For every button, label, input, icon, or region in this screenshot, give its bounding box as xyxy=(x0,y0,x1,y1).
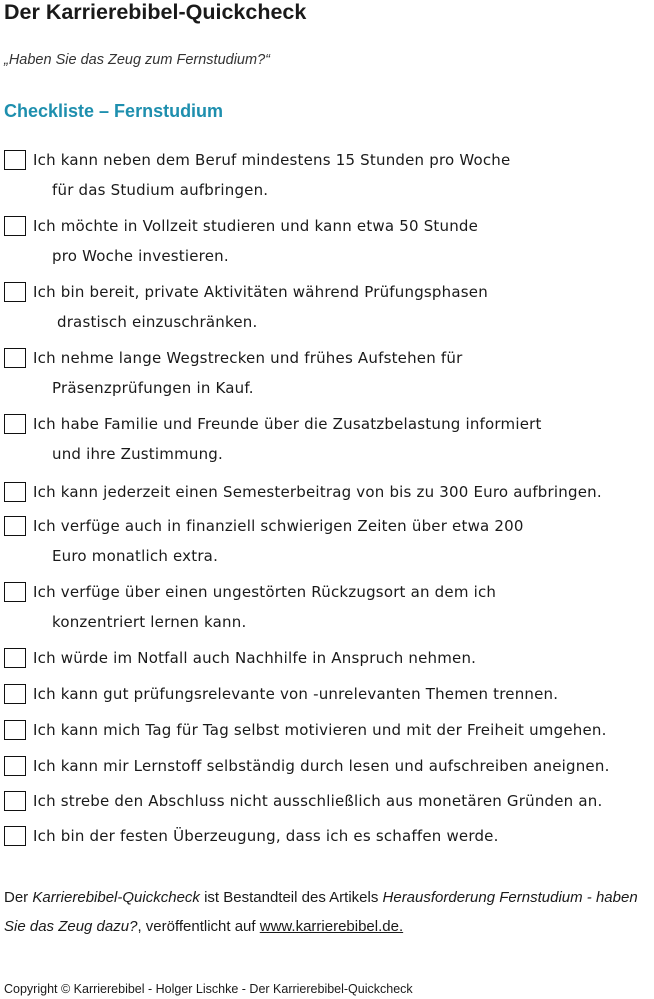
article-title: Herausforderung Fernstudium - haben Sie das Zeug dazu? xyxy=(4,889,638,935)
item-text: Ich kann jederzeit einen Semesterbeitrag von bis zu 300 Euro aufbringen. xyxy=(33,483,602,501)
item-text: Ich verfüge über einen ungestörten Rückzugsort an dem ich xyxy=(33,583,497,601)
section-heading: Checkliste – Fernstudium xyxy=(4,101,224,121)
item-text: Ich kann gut prüfungsrelevante von -unrelevanten Themen trennen. xyxy=(33,685,559,703)
checkbox[interactable] xyxy=(4,282,26,302)
checkbox[interactable] xyxy=(4,348,26,368)
checkbox[interactable] xyxy=(4,414,26,434)
website-link[interactable]: www.karrierebibel.de. xyxy=(259,918,404,935)
item-text-continued: und ihre Zustimmung. xyxy=(52,445,223,463)
source-note-text: , veröffentlicht auf xyxy=(137,918,260,935)
item-text: Ich strebe den Abschluss nicht ausschließlich aus monetären Gründen an. xyxy=(33,792,603,810)
source-note-text: Der xyxy=(4,889,33,906)
item-text: Ich verfüge auch in finanziell schwierigen Zeiten über etwa 200 xyxy=(33,517,524,535)
item-text: Ich würde im Notfall auch Nachhilfe in Anspruch nehmen. xyxy=(33,649,477,667)
item-text-continued: pro Woche investieren. xyxy=(52,247,229,265)
checkbox[interactable] xyxy=(4,756,26,776)
item-text-continued: drastisch einzuschränken. xyxy=(52,313,258,331)
item-text: Ich kann mich Tag für Tag selbst motivieren und mit der Freiheit umgehen. xyxy=(33,721,607,739)
item-text: Ich möchte in Vollzeit studieren und kann etwa 50 Stunde xyxy=(33,217,479,235)
checkbox[interactable] xyxy=(4,720,26,740)
item-text: Ich nehme lange Wegstrecken und frühes Aufstehen für xyxy=(33,349,463,367)
page-title: Der Karrierebibel-Quickcheck xyxy=(4,0,307,24)
item-text: Ich kann mir Lernstoff selbständig durch lesen und aufschreiben aneignen. xyxy=(33,757,610,775)
item-text: Ich bin der festen Überzeugung, dass ich es schaffen werde. xyxy=(33,827,499,845)
item-text-continued: Euro monatlich extra. xyxy=(52,547,219,565)
item-text-continued: Präsenzprüfungen in Kauf. xyxy=(52,379,254,397)
source-note-text: ist Bestandteil des Artikels xyxy=(199,889,383,906)
checkbox[interactable] xyxy=(4,791,26,811)
checkbox[interactable] xyxy=(4,482,26,502)
checkbox[interactable] xyxy=(4,150,26,170)
checkbox[interactable] xyxy=(4,516,26,536)
checkbox[interactable] xyxy=(4,684,26,704)
quickcheck-name: Karrierebibel-Quickcheck xyxy=(32,889,200,906)
checkbox[interactable] xyxy=(4,582,26,602)
item-text: Ich bin bereit, private Aktivitäten während Prüfungsphasen xyxy=(33,283,488,301)
item-text-continued: konzentriert lernen kann. xyxy=(52,613,247,631)
checkbox[interactable] xyxy=(4,648,26,668)
subtitle: „Haben Sie das Zeug zum Fernstudium?“ xyxy=(4,52,270,68)
checkbox[interactable] xyxy=(4,216,26,236)
item-text-continued: für das Studium aufbringen. xyxy=(52,181,269,199)
item-text: Ich kann neben dem Beruf mindestens 15 Stunden pro Woche xyxy=(33,151,511,169)
copyright-notice: Copyright © Karrierebibel - Holger Lischke - Der Karrierebibel-Quickcheck xyxy=(4,982,413,996)
checkbox[interactable] xyxy=(4,826,26,846)
item-text: Ich habe Familie und Freunde über die Zusatzbelastung informiert xyxy=(33,415,542,433)
source-note xyxy=(4,883,652,941)
